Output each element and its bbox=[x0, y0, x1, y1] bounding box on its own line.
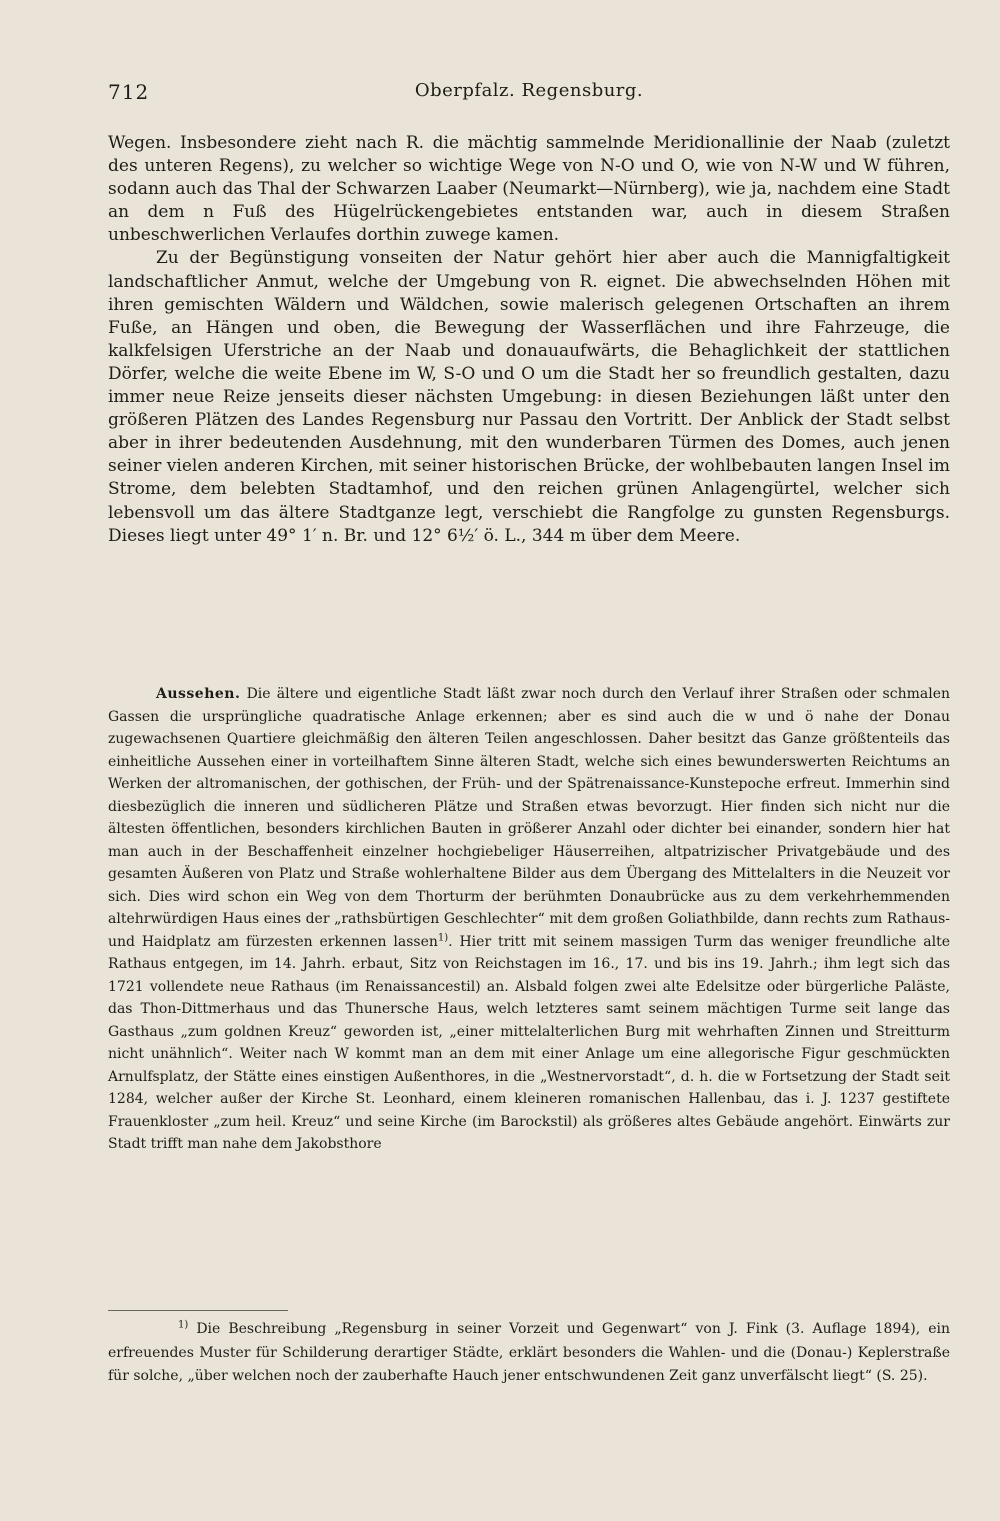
paragraph-2: Zu der Begünstigung vonseiten der Natur gehört hier aber auch die Mannigfaltigkeit landschaftlicher Anmut, welche der Umgebung von R. eignet. Die abwechselnden Höhen mit ihren gemischten Wäldern und Wäldchen, sowie malerisch gelegenen Ortschaften an ihrem Fuße, an Hängen und oben, die Bewegung der Wasserflächen und ihre Fahrzeuge, die kalkfelsigen Uferstriche an der Naab und donauaufwärts, die Behaglichkeit der stattlichen Dörfer, welche die weite Ebene im W, S-O und O um die Stadt her so freundlich gestalten, dazu immer neue Reize jenseits dieser nächsten Umgebung: in diesen Beziehungen läßt unter den größeren Plätzen des Landes Regensburg nur Passau den Vortritt. Der Anblick der Stadt selbst aber in ihrer bedeutenden Ausdehnung, mit den wunderbaren Türmen des Domes, auch jenen seiner vielen anderen Kirchen, mit seiner historischen Brücke, der wohlbebauten langen Insel im Strome, dem belebten Stadtamhof, und den reichen grünen Anlagengürtel, welcher sich lebensvoll um das ältere Stadtganze legt, verschiebt die Rangfolge zu gunsten Regensburgs. Dieses liegt unter 49° 1′ n. Br. und 12° 6½′ ö. L., 344 m über dem Meere. bbox=[108, 248, 950, 546]
footnote-paragraph bbox=[108, 1318, 950, 1389]
section-text-continued: . Hier tritt mit seinem massigen Turm das weniger freundliche alte Rathaus entgegen, im 14. Jahrh. erbaut, Sitz von Reichstagen im 16., 17. und bis ins 19. Jahrh.; ihm legt sich das 1721 vollendete neue Rathaus (im Renaissancestil) an. Alsbald folgen zwei alte Edelsitze oder bürgerliche Paläste, das Thon-Dittmerhaus und das Thunersche Haus, welch letzteres samt seinem mächtigen Turme seit lange das Gasthaus „zum goldnen Kreuz“ geworden ist, „einer mittelalterlichen Burg mit wehrhaften Zinnen und Streitturm nicht unähnlich“. Weiter nach W kommt man an dem mit einer Anlage um eine allegorische Figur geschmückten Arnulfsplatz, der Stätte eines einstigen Außenthores, in die „Westnervorstadt“, d. h. die w Fortsetzung der Stadt seit 1284, welcher außer der Kirche St. Leonhard, einem kleineren romanischen Hallenbau, das i. J. 1237 gestiftete Frauenkloster „zum heil. Kreuz“ und seine Kirche (im Barockstil) als größeres altes Gebäude angehört. Einwärts zur Stadt trifft man nahe dem Jakobsthore bbox=[108, 933, 950, 1152]
section-paragraph bbox=[108, 683, 950, 1156]
footnote-reference[interactable]: 1) bbox=[437, 931, 449, 943]
running-head: Oberpfalz. Regensburg. bbox=[414, 80, 644, 101]
page-header bbox=[108, 80, 950, 108]
footnote bbox=[108, 1318, 950, 1389]
section-text: Die ältere und eigentliche Stadt läßt zwar noch durch den Verlauf ihrer Straßen oder schmalen Gassen die ursprüngliche quadratische Anlage erkennen; aber es sind auch die w und ö nahe der Donau zugewachsenen Quartiere gleichmäßig den älteren Teilen angeschlossen. Daher besitzt das Ganze größtenteils das einheitliche Aussehen einer in vorteilhaftem Sinne älteren Stadt, welche sich eines bewunderswerten Reichtums an Werken der altromanischen, der gothischen, der Früh- und der Spätrenaissance-Kunstepoche erfreut. Immerhin sind diesbezüglich die inneren und südlicheren Plätze und Straßen etwas bevorzugt. Hier finden sich nicht nur die ältesten öffentlichen, besonders kirchlichen Bauten in größerer Anzahl oder dichter bei einander, sondern hier hat man auch in der Beschaffenheit einzelner hochgiebeliger Häuserreihen, altpatrizischer Privatgebäude und des gesamten Äußeren von Platz und Straße wohlerhaltene Bilder aus dem Übergang des Mittelalters in die Neuzeit vor sich. Dies wird schon ein Weg von dem Thorturm der berühmten Donaubrücke aus zu dem verkehrhemmenden altehrwürdigen Haus eines der „rathsbürtigen Geschlechter“ mit dem großen Goliathbilde, dann rechts zum Rathaus- und Haidplatz am fürzesten erkennen lassen bbox=[108, 686, 950, 950]
footnote-marker: 1) bbox=[178, 1319, 189, 1331]
section-heading: Aussehen. bbox=[156, 686, 241, 702]
paragraph-1: Wegen. Insbesondere zieht nach R. die mächtig sammelnde Meridionallinie der Naab (zuletzt des unteren Regens), zu welcher so wichtige Wege von N-O und O, wie von N-W und W führen, sodann auch das Thal der Schwarzen Laaber (Neumarkt—Nürnberg), wie ja, nachdem eine Stadt an dem n Fuß des Hügelrückengebietes entstanden war, auch in diesem Straßen unbeschwerlichen Verlaufes dorthin zuwege kamen. bbox=[108, 133, 950, 246]
section-aussehen bbox=[108, 683, 950, 1156]
footnote-text: Die Beschreibung „Regensburg in seiner Vorzeit und Gegenwart“ von J. Fink (3. Auflage 1894), ein erfreuendes Muster für Schilderung derartiger Städte, erklärt besonders die Wahlen- und die (Donau-) Keplerstraße für solche, „über welchen noch der zauberhafte Hauch jener entschwundenen Zeit ganz unverfälscht liegt“ (S. 25). bbox=[108, 1321, 950, 1384]
footnote-divider bbox=[108, 1310, 288, 1311]
main-text bbox=[108, 132, 950, 548]
page-number: 712 bbox=[108, 80, 150, 104]
